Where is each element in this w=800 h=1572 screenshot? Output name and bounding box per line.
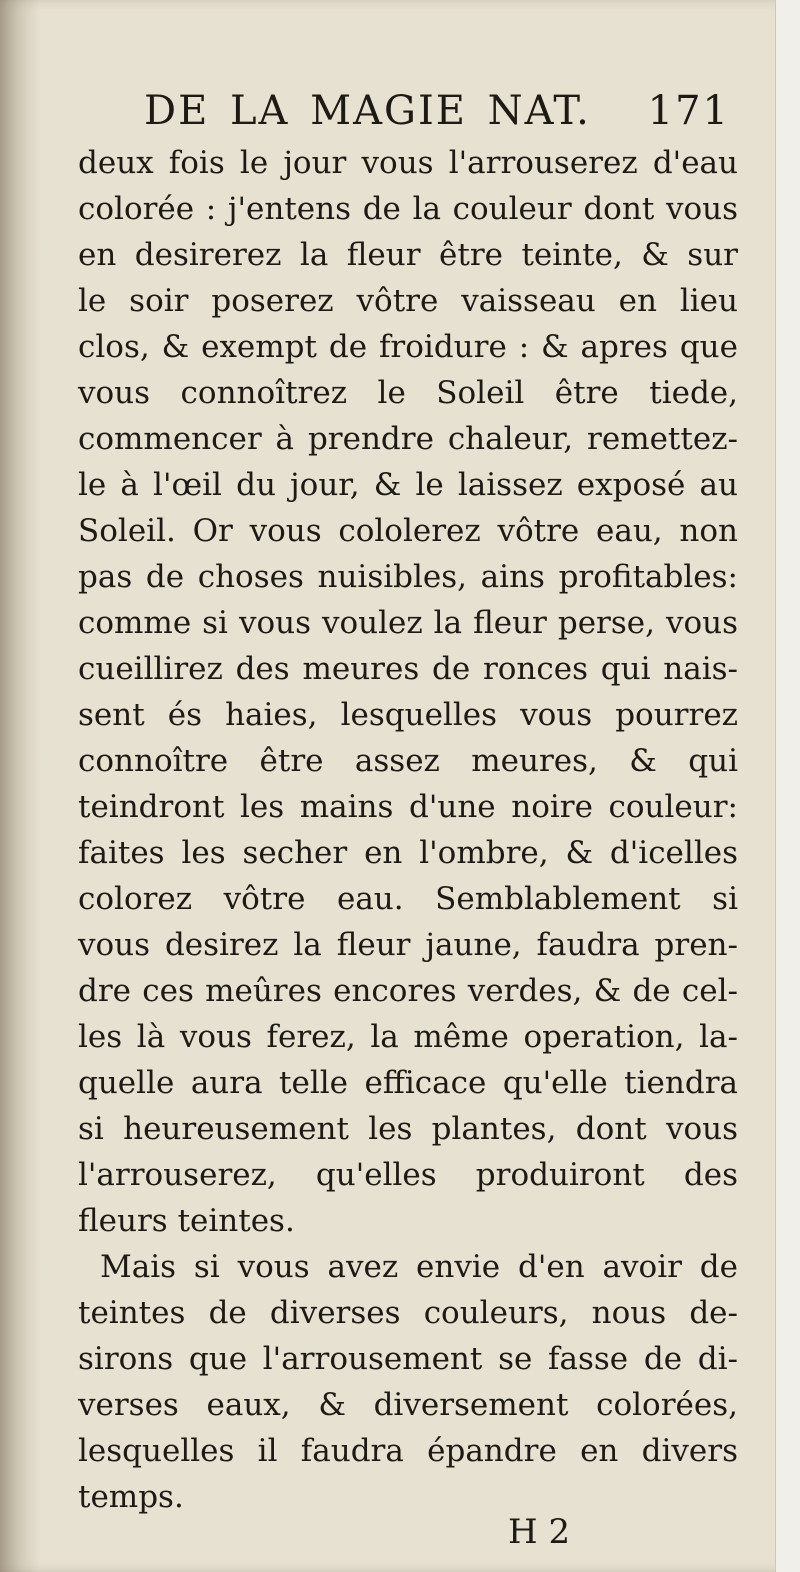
text-line: sirons que l'arrousement se fasse de di-: [78, 1341, 738, 1377]
text-line: si heureusement les plantes, dont vous: [78, 1111, 738, 1147]
text-line: quelle aura telle efficace qu'elle tiendra: [78, 1065, 738, 1101]
text-line: le soir poserez vôtre vaisseau en lieu: [78, 283, 738, 319]
text-line: l'arrouserez, qu'elles produiront des: [78, 1157, 738, 1193]
text-line: teindront les mains d'une noire couleur:: [78, 789, 738, 825]
text-line: sent és haies, lesquelles vous pourrez: [78, 697, 738, 733]
text-line: pas de choses nuisibles, ains profitables:: [78, 559, 738, 595]
text-line: colorez vôtre eau. Semblablement si: [78, 881, 738, 917]
text-line: temps.: [78, 1479, 184, 1515]
text-line: vous connoîtrez le Soleil être tiede,: [78, 375, 738, 411]
text-line: commencer à prendre chaleur, remettez-: [78, 421, 738, 457]
text-line: en desirerez la fleur être teinte, & sur: [78, 237, 738, 273]
text-line: le à l'œil du jour, & le laissez exposé au: [78, 467, 738, 503]
text-line: clos, & exempt de froidure : & apres que: [78, 329, 738, 365]
text-line: verses eaux, & diversement colorées,: [78, 1387, 738, 1423]
text-line: vous desirez la fleur jaune, faudra pren-: [78, 927, 738, 963]
text-block: [78, 88, 738, 1520]
page-edge: [775, 0, 800, 1572]
running-title: DE LA MAGIE NAT.: [144, 88, 591, 134]
page-number: 171: [647, 88, 730, 134]
text-line: Soleil. Or vous cololerez vôtre eau, non: [78, 513, 738, 549]
text-line: lesquelles il faudra épandre en divers: [78, 1433, 738, 1469]
text-line: cueillirez des meures de ronces qui nais-: [78, 651, 738, 687]
text-line: deux fois le jour vous l'arrouserez d'eau: [78, 145, 738, 181]
text-line: colorée : j'entens de la couleur dont vous: [78, 191, 738, 227]
text-line: faites les secher en l'ombre, & d'icelles: [78, 835, 738, 871]
text-line: connoître être assez meures, & qui: [78, 743, 738, 779]
text-line: comme si vous voulez la fleur perse, vous: [78, 605, 738, 641]
running-header: [78, 88, 738, 140]
signature-mark: H 2: [508, 1512, 571, 1552]
text-line: dre ces meûres encores verdes, & de cel-: [78, 973, 738, 1009]
binding-shadow: [0, 0, 40, 1572]
paragraph-start-line: Mais si vous avez envie d'en avoir de: [100, 1249, 738, 1285]
text-line: teintes de diverses couleurs, nous de-: [78, 1295, 738, 1331]
text-line: les là vous ferez, la même operation, la-: [78, 1019, 738, 1055]
text-line: fleurs teintes.: [78, 1203, 295, 1239]
